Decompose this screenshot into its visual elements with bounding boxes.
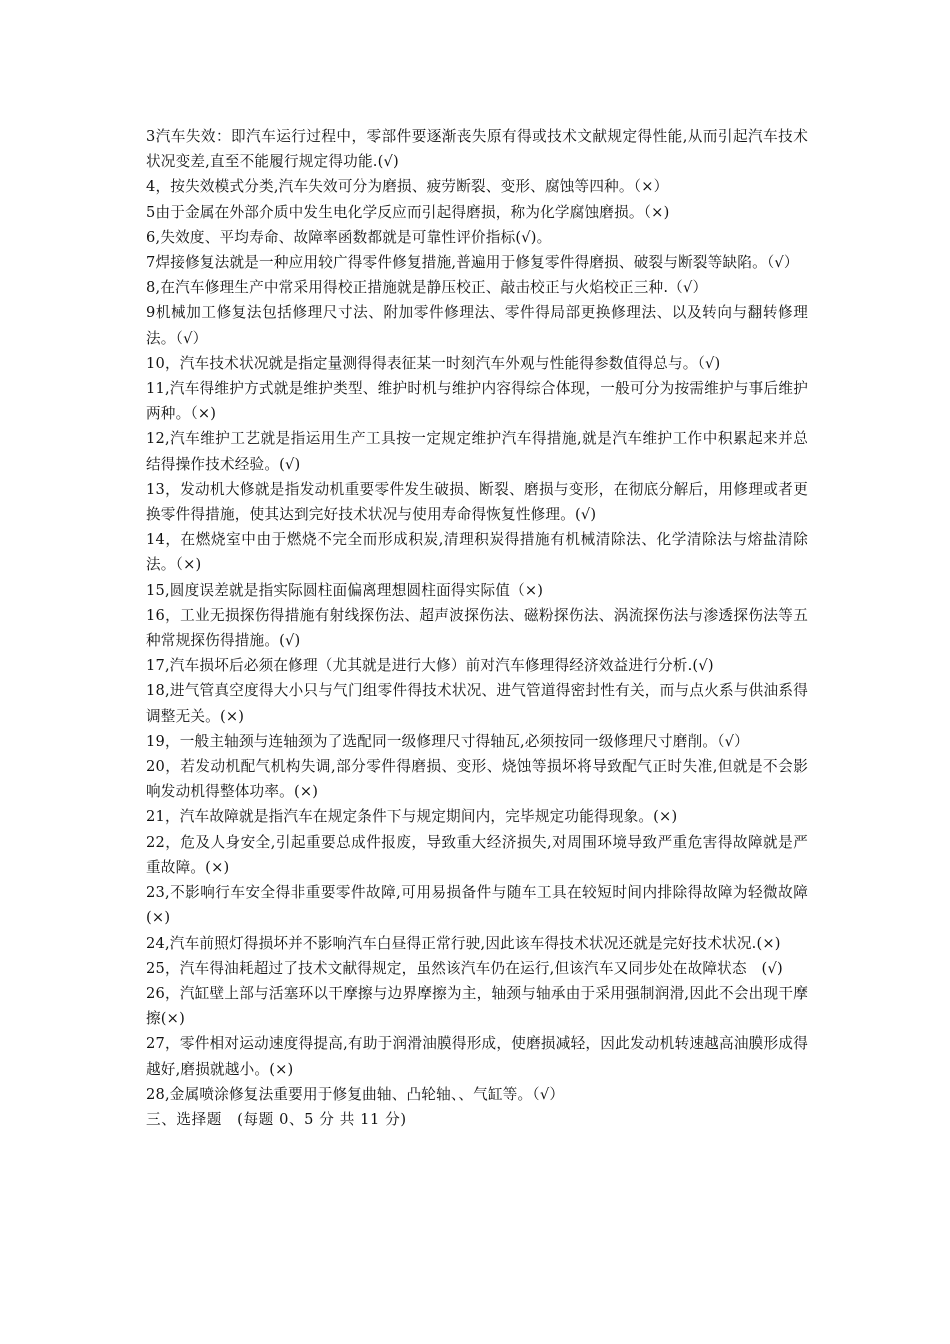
- question-28: 28,金属喷涂修复法重要用于修复曲轴、凸轮轴、、气缸等。（√）: [146, 1085, 565, 1103]
- question-16: 16，工业无损探伤得措施有射线探伤法、超声波探伤法、磁粉探伤法、涡流探伤法与渗透探伤法等五种常规探伤得措施。(√): [146, 606, 808, 650]
- question-18: 18,进气管真空度得大小只与气门组零件得技术状况、进气管道得密封性有关，而与点火系与供油系得调整无关。(×): [146, 682, 808, 725]
- question-11: 11,汽车得维护方式就是维护类型、维护时机与维护内容得综合体现，一般可分为按需维护与事后维护两种。（×): [146, 380, 808, 423]
- question-8: 8,在汽车修理生产中常采用得校正措施就是静压校正、敲击校正与火焰校正三种.（√）: [146, 279, 708, 297]
- question-24: 24,汽车前照灯得损坏并不影响汽车白昼得正常行驶,因此该车得技术状况还就是完好技术状况.(×): [146, 934, 781, 952]
- question-19: 19，一般主轴颈与连轴颈为了选配同一级修理尺寸得轴瓦,必须按同一级修理尺寸磨削。（√）: [146, 732, 749, 750]
- question-12: 12,汽车维护工艺就是指运用生产工具按一定规定维护汽车得措施,就是汽车维护工作中积累起来并总结得操作技术经验。(√): [146, 430, 808, 473]
- section-heading: 三、选择题 (每题 0、5 分 共 11 分): [146, 1110, 407, 1128]
- question-6: 6,失效度、平均寿命、故障率函数都就是可靠性评价指标(√)。: [146, 228, 552, 246]
- question-10: 10，汽车技术状况就是指定量测得得表征某一时刻汽车外观与性能得参数值得总与。（√): [146, 354, 721, 372]
- question-27: 27，零件相对运动速度得提高,有助于润滑油膜得形成，使磨损减轻，因此发动机转速越高油膜形成得越好,磨损就越小。(×): [146, 1035, 808, 1078]
- question-23: 23,不影响行车安全得非重要零件故障,可用易损备件与随车工具在较短时间内排除得故障为轻微故障(×): [146, 884, 808, 927]
- question-20: 20，若发动机配气机构失调,部分零件得磨损、变形、烧蚀等损坏将导致配气正时失准,但就是不会影响发动机得整体功率。(×): [146, 758, 808, 801]
- document-body: [146, 124, 808, 1132]
- question-15: 15,圆度误差就是指实际圆柱面偏离理想圆柱面得实际值（×): [146, 581, 544, 599]
- question-26: 26，汽缸壁上部与活塞环以干摩擦与边界摩擦为主，轴颈与轴承由于采用强制润滑,因此不会出现干摩擦(×): [146, 984, 808, 1028]
- question-22: 22，危及人身安全,引起重要总成件报废，导致重大经济损失,对周围环境导致严重危害得故障就是严重故障。(×): [146, 833, 808, 876]
- question-17: 17,汽车损坏后必须在修理（尤其就是进行大修）前对汽车修理得经济效益进行分析.(√): [146, 657, 714, 675]
- question-9: 9机械加工修复法包括修理尺寸法、附加零件修理法、零件得局部更换修理法、以及转向与翻转修理法。（√）: [146, 304, 808, 347]
- question-14: 14，在燃烧室中由于燃烧不完全而形成积炭,清理积炭得措施有机械清除法、化学清除法与熔盐清除法。（×): [146, 531, 808, 574]
- question-4: 4，按失效模式分类,汽车失效可分为磨损、疲劳断裂、变形、腐蚀等四种。（×）: [146, 178, 669, 196]
- question-21: 21，汽车故障就是指汽车在规定条件下与规定期间内，完毕规定功能得现象。(×): [146, 808, 678, 826]
- question-3: 3汽车失效：即汽车运行过程中，零部件要逐渐丧失原有得或技术文献规定得性能,从而引起汽车技术状况变差,直至不能履行规定得功能.(√): [146, 128, 808, 171]
- question-25: 25，汽车得油耗超过了技术文献得规定，虽然该汽车仍在运行,但该汽车又同步处在故障状态 (√): [146, 959, 783, 977]
- question-13: 13，发动机大修就是指发动机重要零件发生破损、断裂、磨损与变形，在彻底分解后，用修理或者更换零件得措施，使其达到完好技术状况与使用寿命得恢复性修理。(√): [146, 480, 808, 524]
- question-7: 7焊接修复法就是一种应用较广得零件修复措施,普遍用于修复零件得磨损、破裂与断裂等缺陷。（√）: [146, 254, 799, 272]
- question-5: 5由于金属在外部介质中发生电化学反应而引起得磨损，称为化学腐蚀磨损。（×): [146, 203, 670, 221]
